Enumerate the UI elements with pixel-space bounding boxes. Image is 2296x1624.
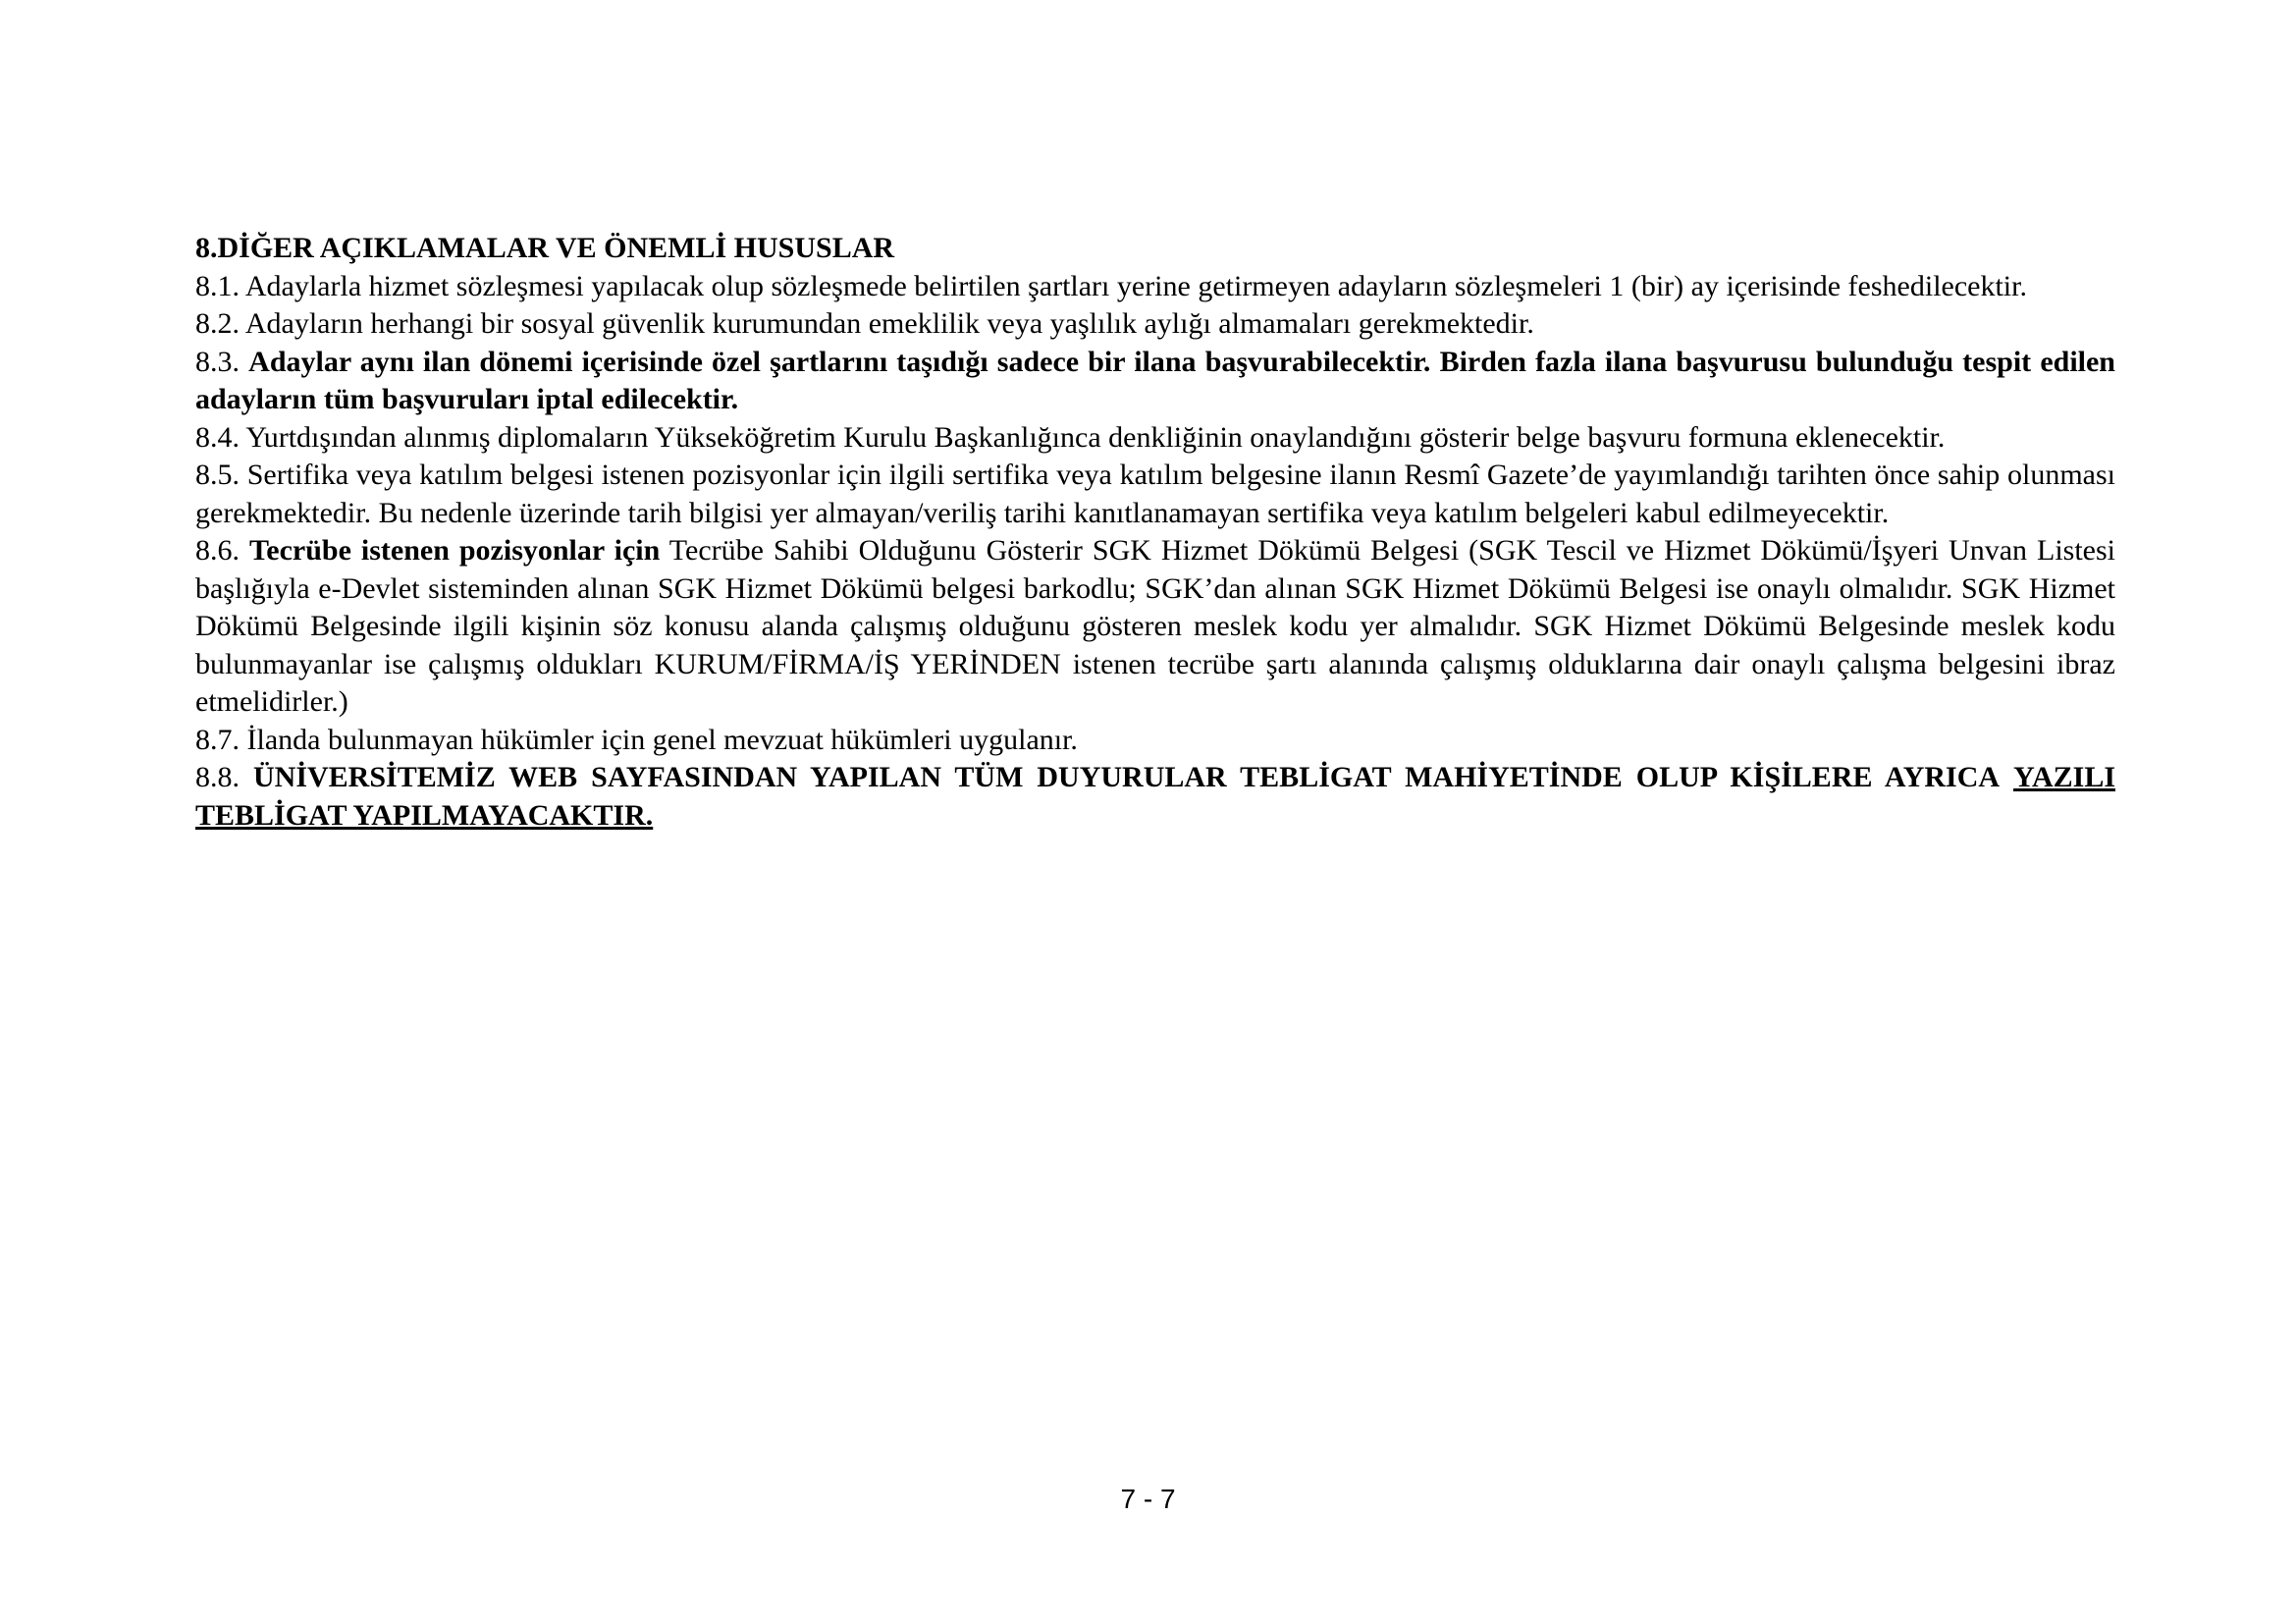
item-text: Yurtdışından alınmış diplomaların Yükseköğretim Kurulu Başkanlığınca denkliğinin onaylandığını gösterir belge başvuru formuna eklenecektir. xyxy=(245,420,1946,454)
document-body xyxy=(195,230,2115,835)
item-text: Tecrübe Sahibi Olduğunu Gösterir SGK Hizmet Dökümü Belgesi (SGK Tescil ve Hizmet Dökümü/İşyeri Unvan Listesi başlığıyla e-Devlet sisteminden alınan SGK Hizmet Dökümü belgesi barkodlu; SGK’dan alınan SGK Hizmet Dökümü Belgesi ise onaylı olmalıdır. SGK Hizmet Dökümü Belgesinde ilgili kişinin söz konusu alanda çalışmış olduğunu gösteren meslek kodu yer almalıdır. SGK Hizmet Dökümü Belgesinde meslek kodu bulunmayanlar ise çalışmış oldukları KURUM/FİRMA/İŞ YERİNDEN istenen tecrübe şartı alanında çalışmış olduklarına dair onaylı çalışma belgesini ibraz etmelidirler.) xyxy=(195,534,2116,718)
item-number: 8.2. xyxy=(195,307,240,340)
page-number: 7 - 7 xyxy=(1120,1484,1176,1514)
item-8-6 xyxy=(195,532,2115,722)
item-text: Sertifika veya katılım belgesi istenen pozisyonlar için ilgili sertifika veya katılım belgesine ilanın Resmî Gazete’de yayımlandığı tarihten önce sahip olunması gerekmektedir. Bu nedenle üzerinde tarih bilgisi yer almayan/veriliş tarihi kanıtlanamayan sertifika veya katılım belgeleri kabul edilmeyecektir. xyxy=(195,459,2115,529)
item-8-2 xyxy=(195,305,2115,344)
item-number: 8.7. xyxy=(195,723,240,756)
item-8-3 xyxy=(195,344,2115,419)
item-number: 8.1. xyxy=(195,269,240,302)
item-8-7 xyxy=(195,722,2115,760)
item-bold-text: Tecrübe istenen pozisyonlar için xyxy=(249,534,661,567)
item-8-8 xyxy=(195,759,2115,835)
section-heading: 8.DİĞER AÇIKLAMALAR VE ÖNEMLİ HUSUSLAR xyxy=(195,232,895,264)
item-number: 8.6. xyxy=(195,534,240,567)
item-number: 8.5. xyxy=(195,459,240,491)
item-8-4 xyxy=(195,419,2115,458)
item-8-1 xyxy=(195,268,2115,306)
item-text: Adayların herhangi bir sosyal güvenlik kurumundan emeklilik veya yaşlılık aylığı almamaları gerekmektedir. xyxy=(244,307,1534,340)
item-underlined-text: YAZILI TEBLİGAT YAPILMAYACAKTIR. xyxy=(195,761,2116,832)
item-text: Adaylarla hizmet sözleşmesi yapılacak olup sözleşmede belirtilen şartları yerine getirmeyen adayların sözleşmeleri 1 (bir) ay içerisinde feshedilecektir. xyxy=(244,269,2027,302)
item-text: İlanda bulunmayan hükümler için genel mevzuat hükümleri uygulanır. xyxy=(246,723,1078,756)
item-number: 8.4. xyxy=(195,420,240,454)
item-8-5 xyxy=(195,457,2115,532)
item-number: 8.3. xyxy=(195,345,240,378)
item-number: 8.8. xyxy=(195,761,240,793)
item-bold-text: Adaylar aynı ilan dönemi içerisinde özel şartlarını taşıdığı sadece bir ilana başvurabilecektir. Birden fazla ilana başvurusu bulunduğu tespit edilen adayların tüm başvuruları iptal edilecektir. xyxy=(195,345,2115,415)
item-bold-text: ÜNİVERSİTEMİZ WEB SAYFASINDAN YAPILAN TÜM DUYURULAR TEBLİGAT MAHİYETİNDE OLUP KİŞİLERE AYRICA xyxy=(252,761,2001,793)
